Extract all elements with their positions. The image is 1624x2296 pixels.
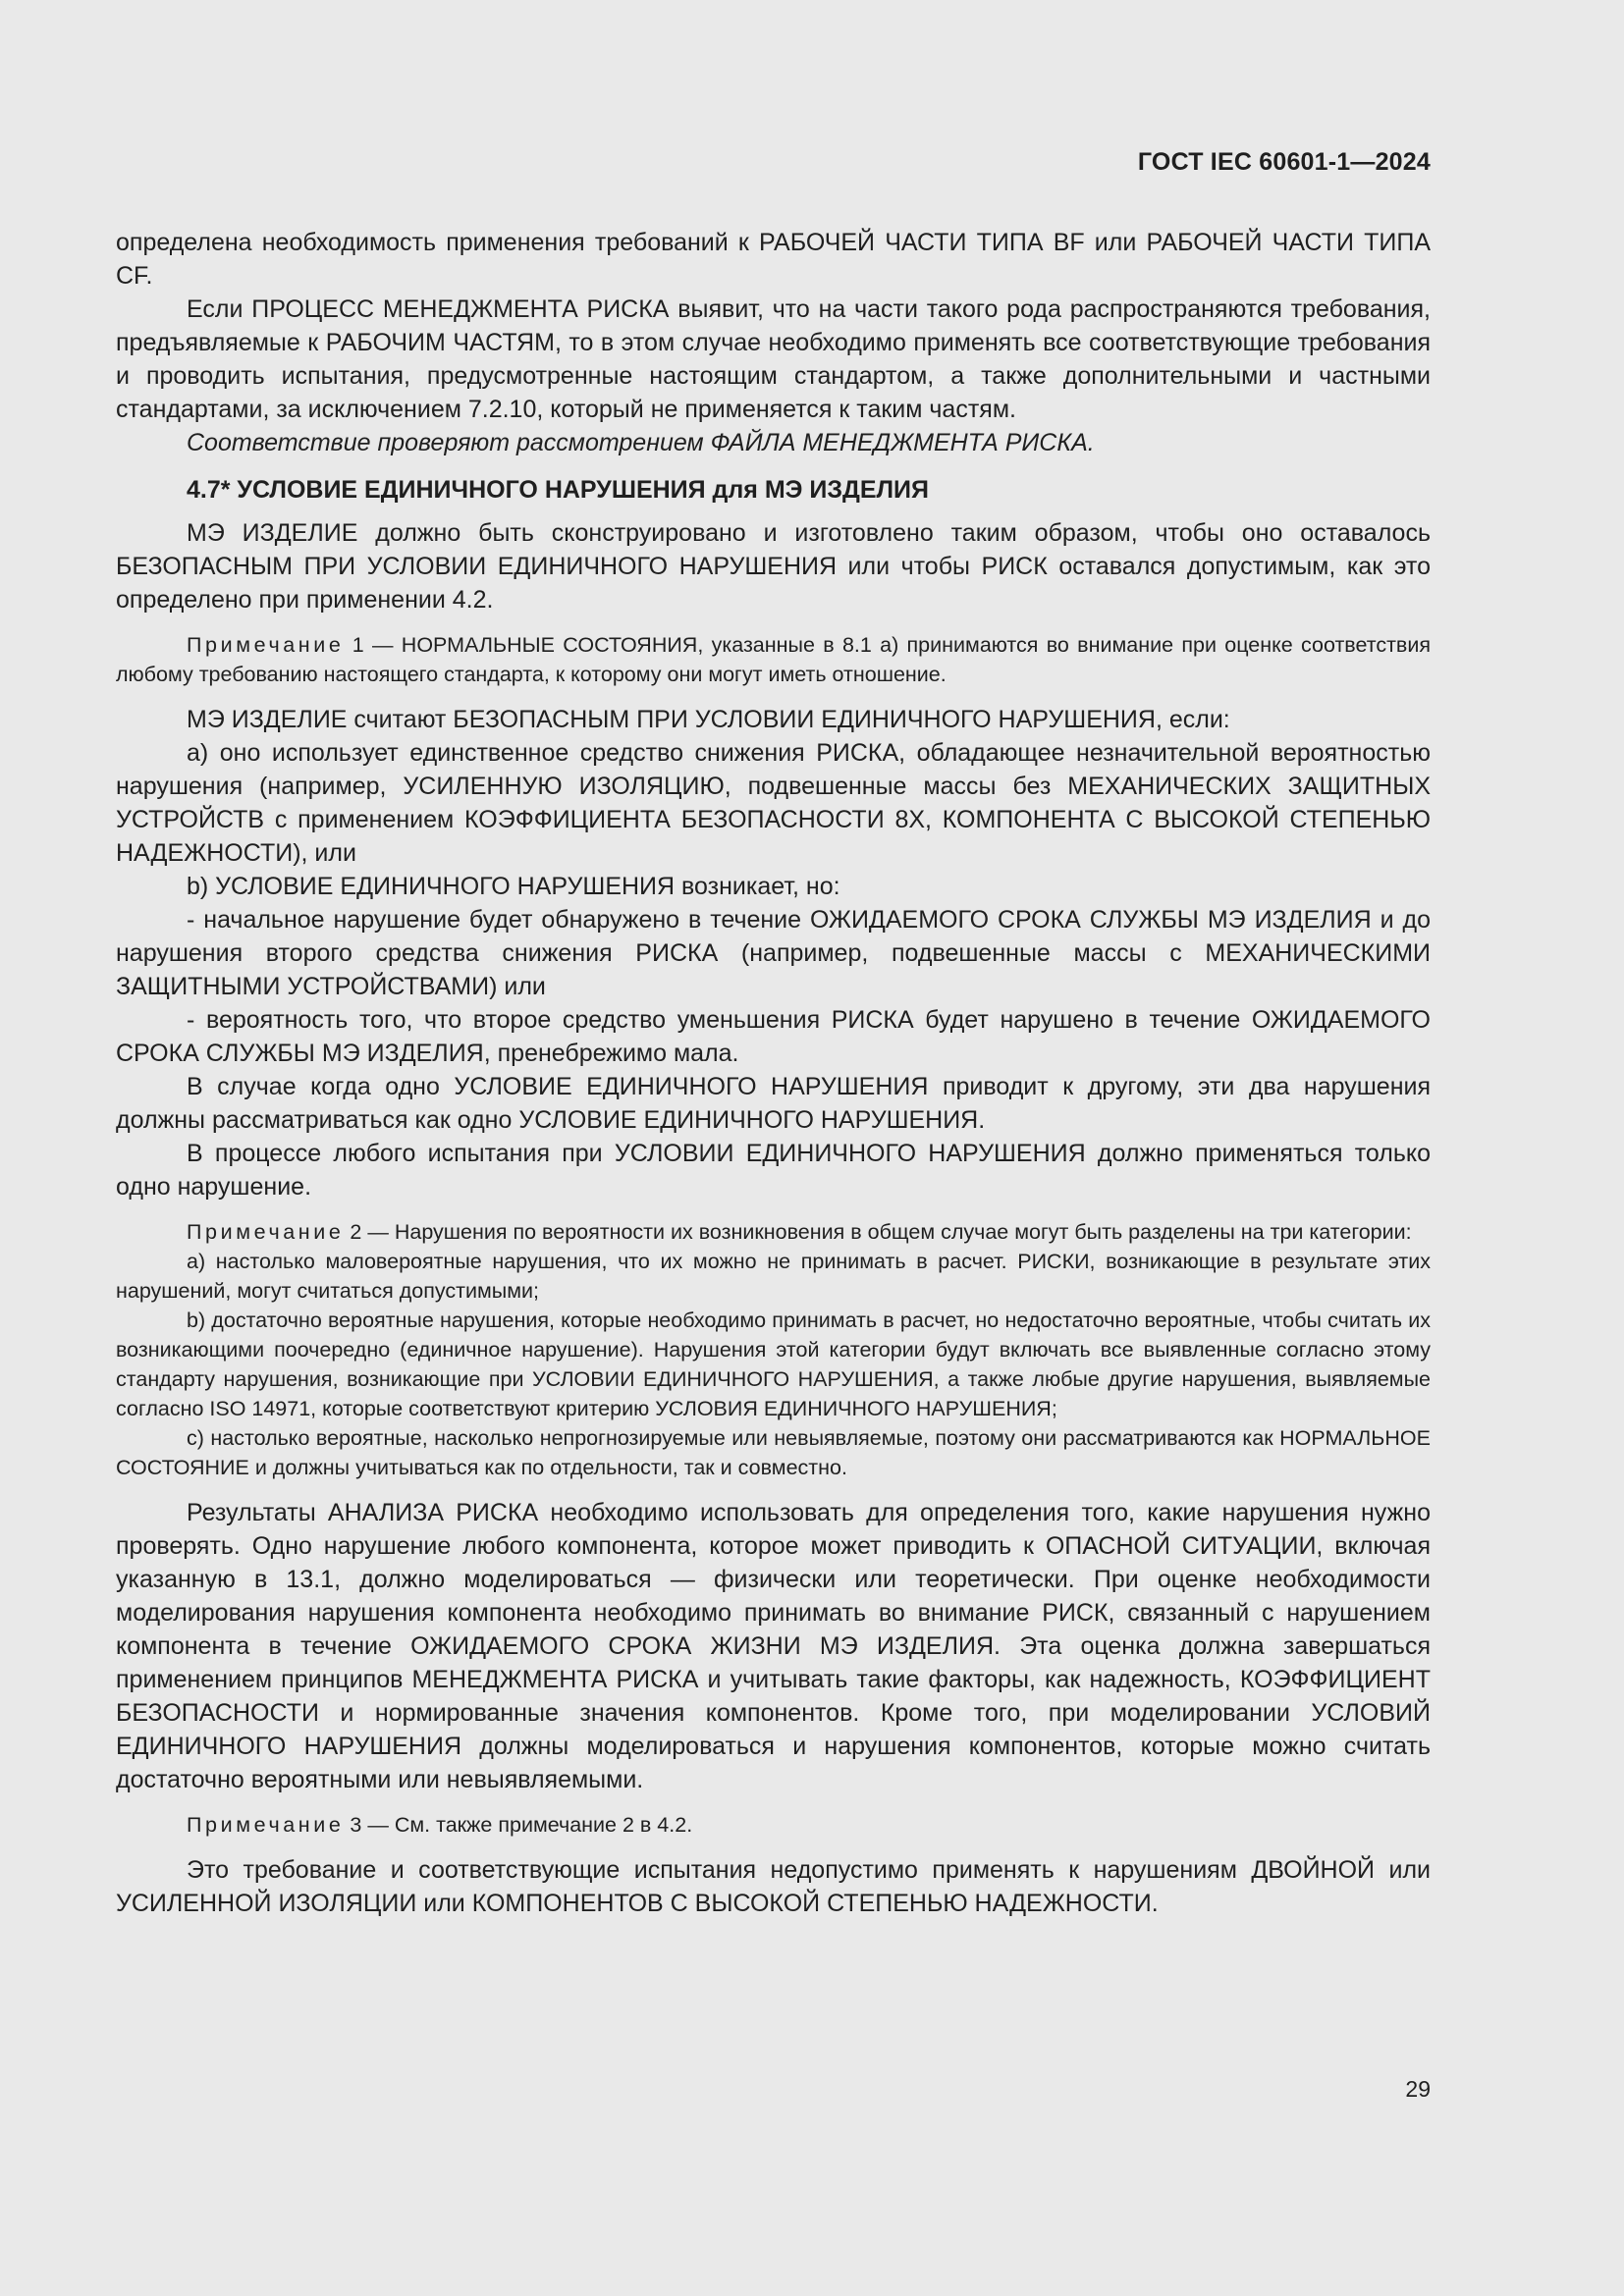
note-label: Примечание <box>187 1813 345 1837</box>
paragraph: В процессе любого испытания при УСЛОВИИ ЕДИНИЧНОГО НАРУШЕНИЯ должно применяться только одно нарушение. <box>116 1140 1431 1201</box>
note-text <box>116 1810 1431 1840</box>
note-item: c) настолько вероятные, насколько непрогнозируемые или невыявляемые, поэтому они рассматриваются как НОРМАЛЬНОЕ СОСТОЯНИЕ и должны учитываться как по отдельности, так и совместно. <box>116 1426 1431 1479</box>
paragraph: Результаты АНАЛИЗА РИСКА необходимо использовать для определения того, какие нарушения нужно проверять. Одно нарушение любого компонента, которое может приводить к ОПАСНОЙ СИТУАЦИИ, включая указанную в 13.1, должно моделироваться — физически или теоретически. При оценке необходимости моделирования нарушения компонента необходимо принимать во внимание РИСК, связанный с нарушением компонента в течение ОЖИДАЕМОГО СРОКА ЖИЗНИ МЭ ИЗДЕЛИЯ. Эта оценка должна завершаться применением принципов МЕНЕДЖМЕНТА РИСКА и учитывать такие факторы, как надежность, КОЭФФИЦИЕНТ БЕЗОПАСНОСТИ и нормированные значения компонентов. Кроме того, при моделировании УСЛОВИЙ ЕДИНИЧНОГО НАРУШЕНИЯ должны моделироваться и нарушения компонентов, которые можно считать достаточно вероятными или невыявляемыми. <box>116 1499 1431 1793</box>
note-text <box>116 630 1431 689</box>
note-label: Примечание <box>187 633 345 657</box>
list-item: a) оно использует единственное средство снижения РИСКА, обладающее незначительной вероятностью нарушения (например, УСИЛЕННУЮ ИЗОЛЯЦИЮ, подвешенные массы без МЕХАНИЧЕСКИХ ЗАЩИТНЫХ УСТРОЙСТВ с применением КОЭФФИЦИЕНТА БЕЗОПАСНОСТИ 8Х, КОМПОНЕНТА С ВЫСОКОЙ СТЕПЕНЬЮ НАДЕЖНОСТИ), или <box>116 739 1431 867</box>
note-label: Примечание <box>187 1220 345 1244</box>
document-body <box>116 226 1431 1920</box>
note-body: 3 — См. также примечание 2 в 4.2. <box>344 1813 693 1837</box>
list-item: b) УСЛОВИЕ ЕДИНИЧНОГО НАРУШЕНИЯ возникает, но: <box>187 873 840 900</box>
list-item: - вероятность того, что второе средство уменьшения РИСКА будет нарушено в течение ОЖИДАЕМОГО СРОКА СЛУЖБЫ МЭ ИЗДЕЛИЯ, пренебрежимо мала. <box>116 1006 1431 1067</box>
paragraph: Это требование и соответствующие испытания недопустимо применять к нарушениям ДВОЙНОЙ или УСИЛЕННОЙ ИЗОЛЯЦИИ или КОМПОНЕНТОВ С ВЫСОКОЙ СТЕПЕНЬЮ НАДЕЖНОСТИ. <box>116 1856 1431 1917</box>
note-3 <box>116 1810 1431 1840</box>
section-heading: 4.7* УСЛОВИЕ ЕДИНИЧНОГО НАРУШЕНИЯ для МЭ ИЗДЕЛИЯ <box>187 476 929 504</box>
paragraph: МЭ ИЗДЕЛИЕ должно быть сконструировано и изготовлено таким образом, чтобы оно оставалось БЕЗОПАСНЫМ ПРИ УСЛОВИИ ЕДИНИЧНОГО НАРУШЕНИЯ или чтобы РИСК оставался допустимым, как это определено при применении 4.2. <box>116 519 1431 614</box>
page-number: 29 <box>1405 2076 1431 2102</box>
paragraph: МЭ ИЗДЕЛИЕ считают БЕЗОПАСНЫМ ПРИ УСЛОВИИ ЕДИНИЧНОГО НАРУШЕНИЯ, если: <box>187 706 1230 733</box>
paragraph: В случае когда одно УСЛОВИЕ ЕДИНИЧНОГО НАРУШЕНИЯ приводит к другому, эти два нарушения должны рассматриваться как одно УСЛОВИЕ ЕДИНИЧНОГО НАРУШЕНИЯ. <box>116 1073 1431 1134</box>
paragraph: определена необходимость применения требований к РАБОЧЕЙ ЧАСТИ ТИПА BF или РАБОЧЕЙ ЧАСТИ ТИПА CF. <box>116 229 1431 290</box>
note-2 <box>116 1217 1431 1482</box>
note-item: a) настолько маловероятные нарушения, что их можно не принимать в расчет. РИСКИ, возникающие в результате этих нарушений, могут считаться допустимыми; <box>116 1250 1431 1303</box>
note-1 <box>116 630 1431 689</box>
note-text <box>116 1217 1431 1247</box>
paragraph: Если ПРОЦЕСС МЕНЕДЖМЕНТА РИСКА выявит, что на части такого рода распространяются требования, предъявляемые к РАБОЧИМ ЧАСТЯМ, то в этом случае необходимо применять все соответствующие требования и проводить испытания, предусмотренные настоящим стандартом, а также дополнительными и частными стандартами, за исключением 7.2.10, который не применяется к таким частям. <box>116 295 1431 423</box>
note-item: b) достаточно вероятные нарушения, которые необходимо принимать в расчет, но недостаточно вероятные, чтобы считать их возникающими поочередно (единичное нарушение). Нарушения этой категории будут включать все выявленные согласно этому стандарту нарушения, возникающие при УСЛОВИИ ЕДИНИЧНОГО НАРУШЕНИЯ, а также любые другие нарушения, выявляемые согласно ISO 14971, которые соответствуют критерию УСЛОВИЯ ЕДИНИЧНОГО НАРУШЕНИЯ; <box>116 1308 1431 1420</box>
document-header: ГОСТ IEC 60601-1—2024 <box>1137 148 1431 176</box>
note-body: 2 — Нарушения по вероятности их возникновения в общем случае могут быть разделены на три категории: <box>344 1220 1412 1244</box>
note-body: 1 — НОРМАЛЬНЫЕ СОСТОЯНИЯ, указанные в 8.1 а) принимаются во внимание при оценке соответствия любому требованию настоящего стандарта, к которому они могут иметь отношение. <box>116 633 1431 686</box>
list-item: - начальное нарушение будет обнаружено в течение ОЖИДАЕМОГО СРОКА СЛУЖБЫ МЭ ИЗДЕЛИЯ и до нарушения второго средства снижения РИСКА (например, подвешенные массы с МЕХАНИЧЕСКИМИ ЗАЩИТНЫМИ УСТРОЙСТВАМИ) или <box>116 906 1431 1000</box>
compliance-statement: Соответствие проверяют рассмотрением ФАЙЛА МЕНЕДЖМЕНТА РИСКА. <box>187 429 1095 456</box>
